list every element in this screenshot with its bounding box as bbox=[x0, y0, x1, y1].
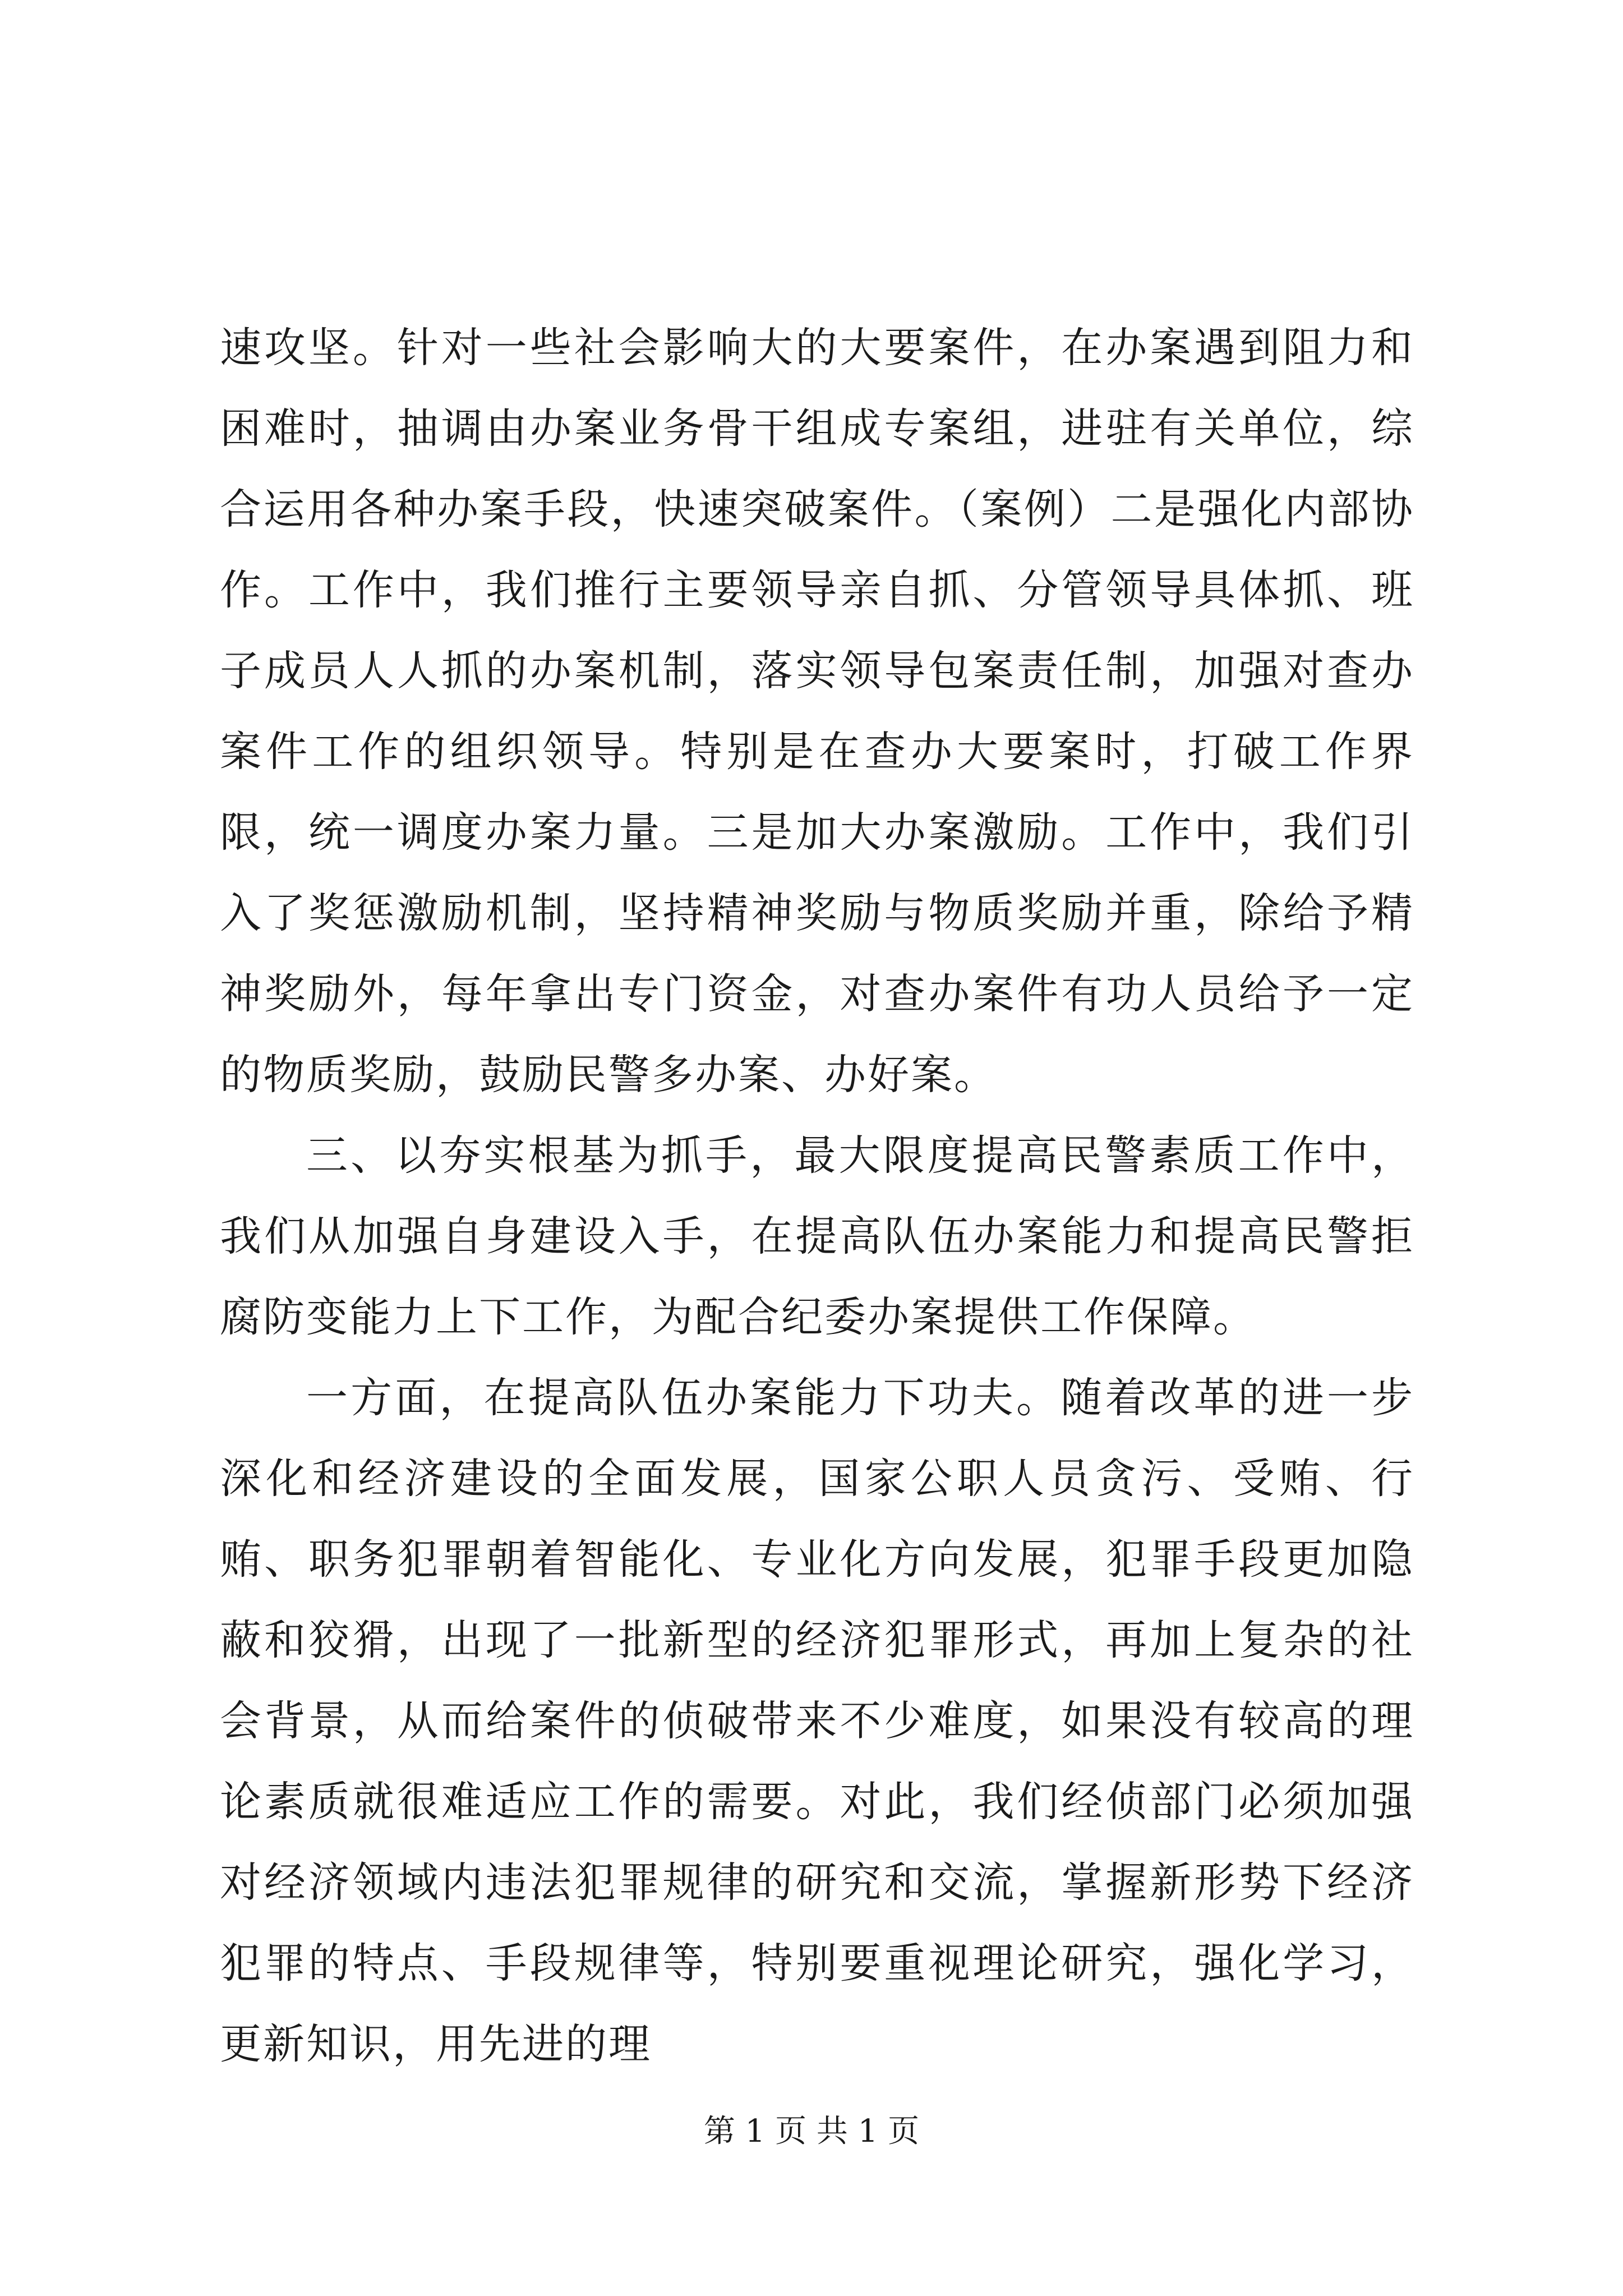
paragraph-case-capability: 一方面，在提高队伍办案能力下功夫。随着改革的进一步深化和经济建设的全面发展，国家公职人员贪污、受贿、行贿、职务犯罪朝着智能化、专业化方向发展，犯罪手段更加隐蔽和狡猾，出现了一批新型的经济犯罪形式，再加上复杂的社会背景，从而给案件的侦破带来不少难度，如果没有较高的理论素质就很难适应工作的需要。对此，我们经侦部门必须加强对经济领域内违法犯罪规律的研究和交流，掌握新形势下经济犯罪的特点、手段规律等，特别要重视理论研究，强化学习，更新知识，用先进的理 bbox=[220, 1374, 1414, 2068]
paragraph-section-three: 三、以夯实根基为抓手，最大限度提高民警素质工作中，我们从加强自身建设入手，在提高队伍办案能力和提高民警拒腐防变能力上下工作，为配合纪委办案提供工作保障。 bbox=[220, 1131, 1414, 1341]
document-body bbox=[220, 307, 1414, 2085]
page-number-footer: 第 1 页 共 1 页 bbox=[703, 2113, 920, 2150]
paragraph-continued: 速攻坚。针对一些社会影响大的大要案件，在办案遇到阻力和困难时，抽调由办案业务骨干组成专案组，进驻有关单位，综合运用各种办案手段，快速突破案件。（案例）二是强化内部协作。工作中，我们推行主要领导亲自抓、分管领导具体抓、班子成员人人抓的办案机制，落实领导包案责任制，加强对查办案件工作的组织领导。特别是在查办大要案时，打破工作界限，统一调度办案力量。三是加大办案激励。工作中，我们引入了奖惩激励机制，坚持精神奖励与物质奖励并重，除给予精神奖励外，每年拿出专门资金，对查办案件有功人员给予一定的物质奖励，鼓励民警多办案、办好案。 bbox=[220, 324, 1414, 1099]
